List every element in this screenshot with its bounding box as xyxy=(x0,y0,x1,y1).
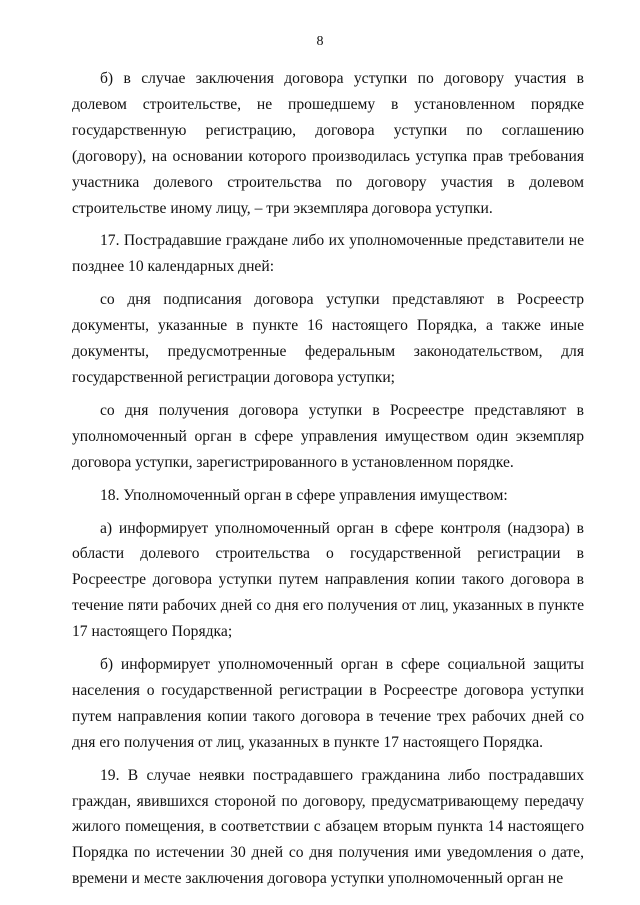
document-body xyxy=(72,66,584,892)
paragraph-17-deadline: 17. Пострадавшие граждане либо их уполномоченные представители не позднее 10 календарных дней: xyxy=(72,232,584,276)
paragraph-19: 19. В случае неявки пострадавшего гражданина либо пострадавших граждан, явившихся стороной по договору, предусматривающему передачу жилого помещения, в соответствии с абзацем вторым пункта 14 настоящего Порядка по истечении 30 дней со дня получения ими уведомления о дате, времени и месте заключения договора уступки уполномоченный орган не xyxy=(72,766,584,888)
paragraph-18-a: а) информирует уполномоченный орган в сфере контроля (надзора) в области долевого строительства о государственной регистрации в Росреестре договора уступки путем направления копии такого договора в течение пяти рабочих дней со дня его получения от лиц, указанных в пункте 17 настоящего Порядка; xyxy=(72,519,584,641)
paragraph-b-contract-copies: б) в случае заключения договора уступки по договору участия в долевом строительстве, не прошедшему в установленном порядке государственную регистрацию, договора уступки по соглашению (договору), на основании которого производилась уступка прав требования участника долевого строительства по договору участия в долевом строительстве иному лицу, – три экземпляра договора уступки. xyxy=(72,70,584,217)
paragraph-18-heading: 18. Уполномоченный орган в сфере управления имуществом: xyxy=(100,486,508,504)
page-number: 8 xyxy=(316,34,324,49)
paragraph-18-b: б) информирует уполномоченный орган в сфере социальной защиты населения о государственной регистрации в Росреестре договора уступки путем направления копии такого договора в течение трех рабочих дней со дня его получения от лиц, указанных в пункте 17 настоящего Порядка. xyxy=(72,656,584,751)
paragraph-17-submit-to-rosreestr: со дня подписания договора уступки представляют в Росреестр документы, указанные в пункте 16 настоящего Порядка, а также иные документы, предусмотренные федеральным законодательством, для государственной регистрации договора уступки; xyxy=(72,291,584,386)
paragraph-17-submit-to-authority: со дня получения договора уступки в Росреестре представляют в уполномоченный орган в сфере управления имуществом один экземпляр договора уступки, зарегистрированного в установленном порядке. xyxy=(72,401,584,471)
